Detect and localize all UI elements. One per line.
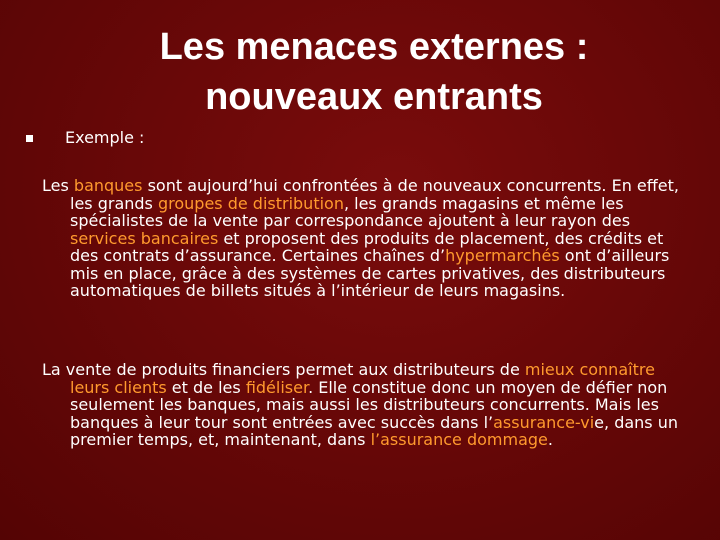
- highlighted-term: groupes de distribution: [157, 193, 344, 213]
- highlighted-term: l’assurance dommage: [370, 430, 548, 449]
- highlighted-term: services bancaires: [70, 228, 219, 248]
- slide-title-line1: Les menaces externes :: [159, 26, 589, 68]
- slide-title: [0, 22, 720, 122]
- text-segment: . Elle constitue donc un moyen de défier non seulement les banques, mais aussi les distributeurs concurrents. Mais les banques à leur tour sont entrées avec succès dans l’: [70, 377, 668, 432]
- highlighted-term: mieux connaître leurs clients: [70, 360, 655, 397]
- slide-title-line2: nouveaux entrants: [205, 76, 543, 118]
- highlighted-term: fidéliser: [245, 377, 309, 397]
- text-segment: .: [547, 430, 553, 449]
- paragraph-1: [42, 177, 682, 300]
- bullet-label: Exemple :: [65, 128, 145, 147]
- highlighted-term: assurance-vi: [493, 412, 595, 432]
- highlighted-term: banques: [73, 176, 143, 195]
- text-segment: et de les: [166, 377, 246, 397]
- highlighted-term: hypermarchés: [445, 246, 560, 265]
- text-segment: , les grands magasins et même les spécialistes de la vente par correspondance ajoutent à leur rayon des: [70, 193, 631, 230]
- text-segment: e, dans un premier temps, et, maintenant, dans: [70, 412, 678, 449]
- text-segment: Les: [42, 176, 74, 195]
- square-bullet-icon: [26, 135, 33, 142]
- text-segment: ont d’ailleurs mis en place, grâce à des systèmes de cartes privatives, des distributeurs automatiques de billets situés à l’intérieur de leurs magasins.: [70, 246, 670, 300]
- bullet-item: [26, 128, 144, 148]
- text-segment: sont aujourd’hui confrontées à de nouveaux concurrents. En effet, les grands: [70, 176, 679, 213]
- paragraph-2: [42, 361, 682, 449]
- text-segment: et proposent des produits de placement, des crédits et des contrats d’assurance. Certaines chaînes d’: [70, 228, 664, 265]
- text-segment: La vente de produits financiers permet aux distributeurs de: [42, 360, 525, 379]
